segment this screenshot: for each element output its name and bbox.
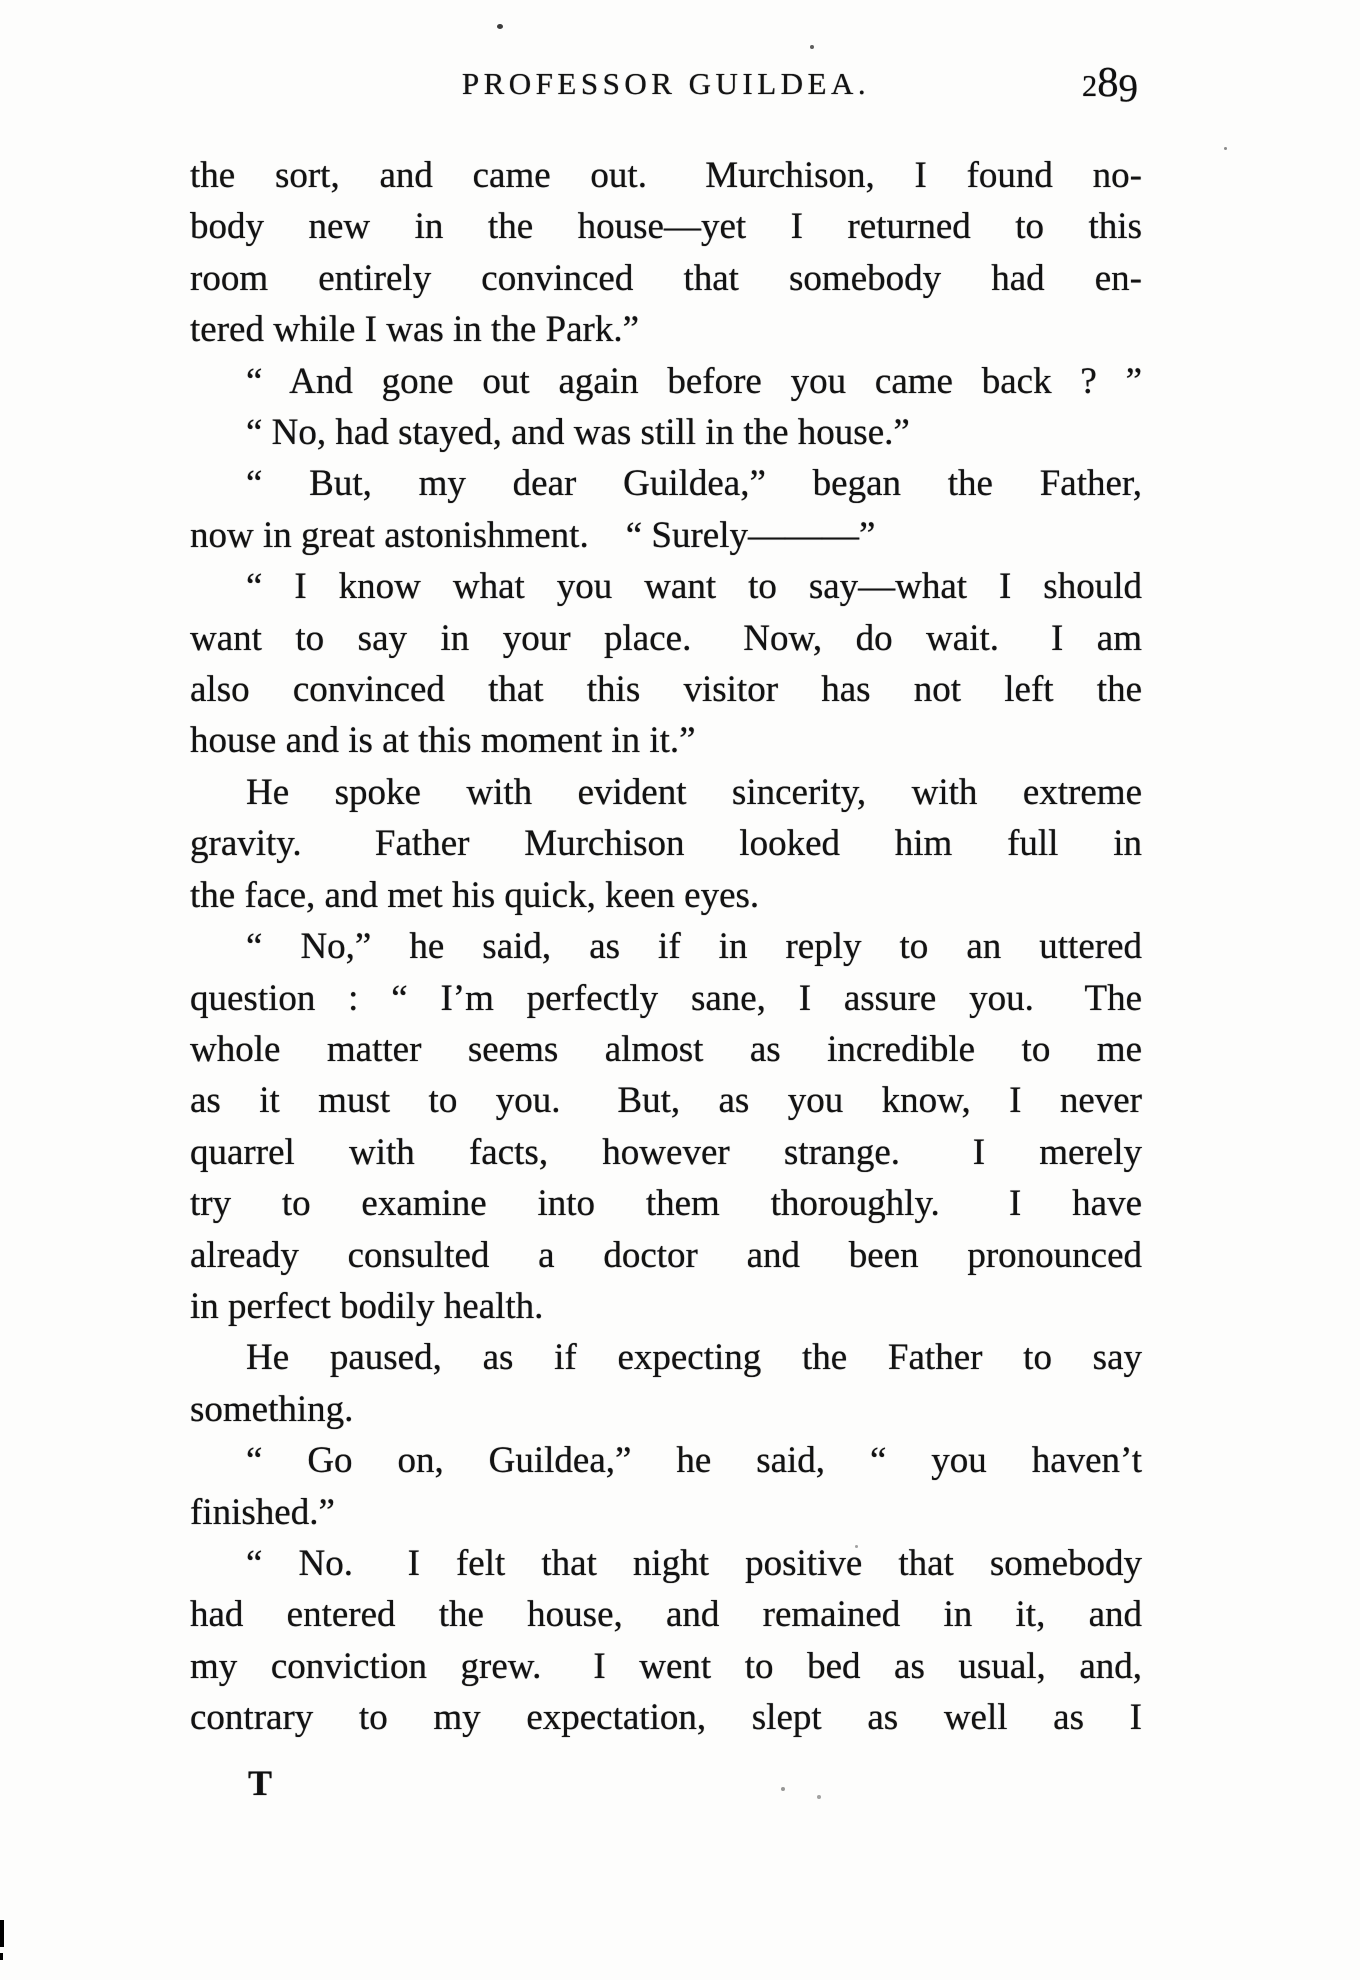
body-text: [190, 150, 1142, 1744]
text-line: “ No. I felt that night positive that somebody: [246, 1542, 1142, 1584]
page-header-title: PROFESSOR GUILDEA.: [461, 66, 871, 101]
scan-edge-mark: [0, 1953, 3, 1960]
text-line: as it must to you. But, as you know, I never: [190, 1080, 1142, 1122]
text-line: whole matter seems almost as incredible to me: [190, 1028, 1142, 1070]
text-line: want to say in your place. Now, do wait. I am: [190, 617, 1142, 659]
text-line: “ No,” he said, as if in reply to an uttered: [246, 926, 1142, 968]
text-line: tered while I was in the Park.”: [190, 309, 639, 351]
text-line: question : “ I’m perfectly sane, I assure you. The: [190, 977, 1142, 1019]
text-line: “ But, my dear Guildea,” began the Father,: [246, 463, 1142, 505]
text-line: my conviction grew. I went to bed as usual, and,: [190, 1645, 1142, 1687]
text-line: finished.”: [190, 1491, 335, 1533]
text-line: room entirely convinced that somebody had en-: [190, 257, 1142, 299]
text-line: had entered the house, and remained in it, and: [190, 1594, 1142, 1636]
scan-speck: [497, 24, 503, 29]
scan-speck: [1224, 147, 1227, 150]
running-head: [190, 58, 1142, 118]
text-line: house and is at this moment in it.”: [190, 720, 696, 762]
text-line: “ And gone out again before you came back ? ”: [246, 360, 1142, 402]
text-line: the sort, and came out. Murchison, I found no-: [190, 155, 1142, 196]
text-line: already consulted a doctor and been pronounced: [190, 1234, 1142, 1276]
text-line: body new in the house—yet I returned to this: [190, 206, 1142, 248]
page-number: 289: [1082, 59, 1138, 111]
text-line: He spoke with evident sincerity, with extreme: [246, 771, 1142, 813]
text-line: try to examine into them thoroughly. I have: [190, 1183, 1142, 1225]
text-line: quarrel with facts, however strange. I merely: [190, 1131, 1142, 1173]
text-line: “ Go on, Guildea,” he said, “ you haven’t: [246, 1440, 1142, 1482]
scan-speck: [817, 1795, 821, 1799]
scan-speck: [855, 1545, 858, 1548]
scan-speck: [781, 1787, 785, 1791]
text-line: gravity. Father Murchison looked him full in: [190, 823, 1142, 865]
scan-edge-mark: [0, 1920, 4, 1947]
text-line: the face, and met his quick, keen eyes.: [190, 874, 760, 916]
scan-speck: [810, 45, 814, 49]
printer-signature-mark: T: [248, 1763, 273, 1803]
text-line: also convinced that this visitor has not left the: [190, 669, 1142, 711]
text-line: “ No, had stayed, and was still in the house.”: [246, 412, 910, 454]
text-line: now in great astonishment. “ Surely———”: [190, 514, 876, 556]
text-line: contrary to my expectation, slept as well as I: [190, 1697, 1142, 1739]
text-line: in perfect bodily health.: [190, 1285, 544, 1327]
text-line: something.: [190, 1388, 354, 1430]
text-line: He paused, as if expecting the Father to say: [246, 1337, 1142, 1379]
text-line: “ I know what you want to say—what I should: [246, 566, 1142, 608]
